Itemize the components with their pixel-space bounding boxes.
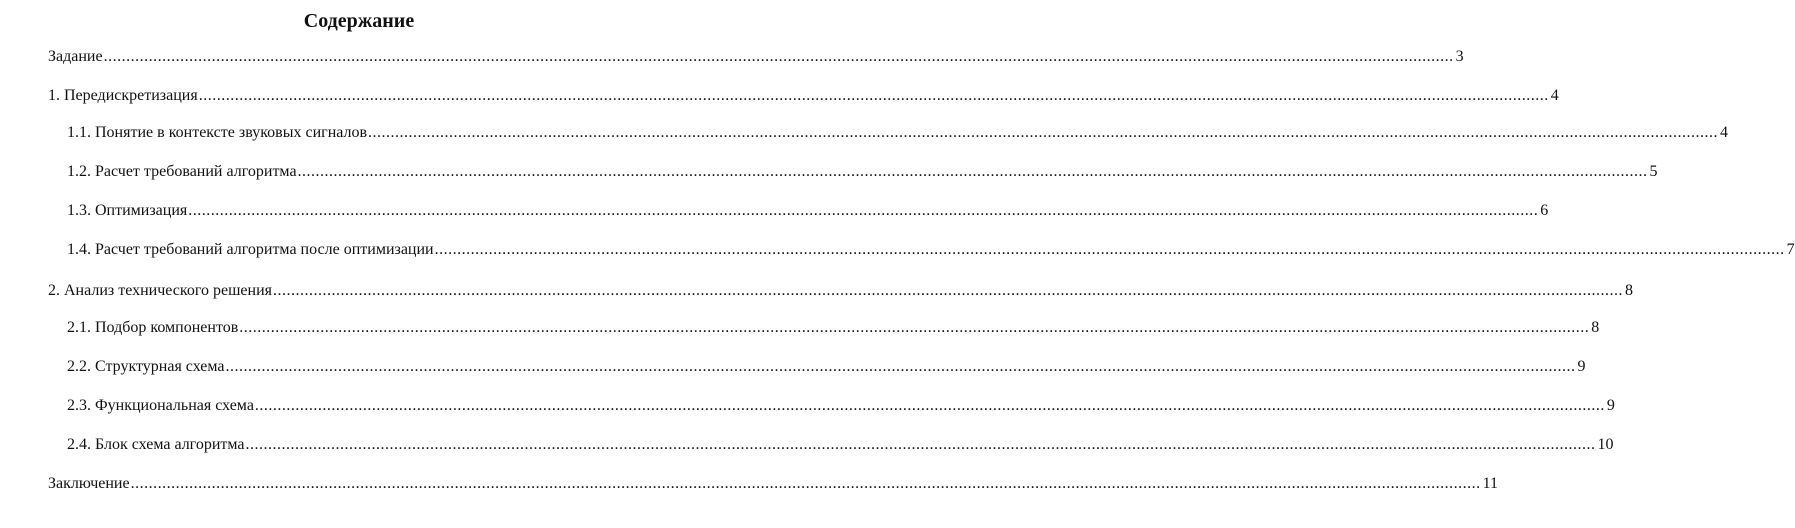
toc-entry-1-3[interactable] — [67, 200, 1549, 222]
toc-page-number: 8 — [1625, 282, 1634, 299]
toc-entry-label: 2.3. Функциональная схема — [67, 397, 254, 414]
toc-entry-label: 1. Передискретизация — [48, 87, 198, 104]
toc-page-number: 3 — [1455, 48, 1464, 65]
toc-page-number: 10 — [1597, 436, 1614, 453]
toc-entry-label: 2.4. Блок схема алгоритма — [67, 436, 245, 453]
toc-dot-leader: ............................................................................................................................................................................................................................................................................................................ — [273, 282, 1624, 299]
toc-dot-leader: ............................................................................................................................................................................................................................................................................................................ — [297, 163, 1648, 180]
toc-dot-leader: ............................................................................................................................................................................................................................................................................................................ — [245, 436, 1596, 453]
toc-dot-leader: ............................................................................................................................................................................................................................................................................................................ — [225, 358, 1576, 375]
toc-page-number: 5 — [1649, 163, 1658, 180]
toc-entry-label: Задание — [48, 48, 103, 65]
toc-entry-label: Заключение — [48, 475, 130, 492]
toc-entry-label: 1.2. Расчет требований алгоритма — [67, 163, 297, 180]
toc-page-number: 4 — [1720, 124, 1729, 141]
toc-page-number: 8 — [1591, 319, 1600, 336]
toc-page-number: 6 — [1540, 202, 1549, 219]
toc-page-number: 9 — [1577, 358, 1586, 375]
toc-dot-leader: ............................................................................................................................................................................................................................................................................................................ — [254, 397, 1605, 414]
toc-entry-label: 1.3. Оптимизация — [67, 202, 188, 219]
toc-entry-2-2[interactable] — [67, 356, 1586, 378]
toc-entry-label: 2.2. Структурная схема — [67, 358, 225, 375]
toc-entry-2-3[interactable] — [67, 395, 1615, 417]
toc-page-number: 11 — [1482, 475, 1498, 492]
toc-entry-2-1[interactable] — [67, 317, 1600, 339]
toc-entry-resampling[interactable] — [48, 85, 1559, 107]
toc-entry-label: 1.4. Расчет требований алгоритма после оптимизации — [67, 241, 434, 258]
toc-page-number: 4 — [1550, 87, 1559, 104]
toc-entry-assignment[interactable] — [48, 46, 1464, 68]
toc-dot-leader: ............................................................................................................................................................................................................................................................................................................ — [434, 241, 1785, 258]
toc-entry-2-4[interactable] — [67, 434, 1614, 456]
toc-dot-leader: ............................................................................................................................................................................................................................................................................................................ — [198, 87, 1549, 104]
toc-title: Содержание — [303, 10, 415, 32]
toc-entry-technical-analysis[interactable] — [48, 280, 1634, 302]
toc-dot-leader: ............................................................................................................................................................................................................................................................................................................ — [103, 48, 1454, 65]
toc-dot-leader: ............................................................................................................................................................................................................................................................................................................ — [368, 124, 1719, 141]
toc-entry-label: 2. Анализ технического решения — [48, 282, 273, 299]
toc-page-number: 7 — [1786, 241, 1795, 258]
toc-dot-leader: ............................................................................................................................................................................................................................................................................................................ — [188, 202, 1539, 219]
toc-entry-1-2[interactable] — [67, 161, 1658, 183]
toc-entry-1-1[interactable] — [67, 122, 1729, 144]
toc-page-number: 9 — [1606, 397, 1615, 414]
toc-entry-label: 2.1. Подбор компонентов — [67, 319, 239, 336]
toc-dot-leader: ............................................................................................................................................................................................................................................................................................................ — [239, 319, 1590, 336]
toc-entry-1-4[interactable] — [67, 239, 1795, 261]
toc-entry-conclusion[interactable] — [48, 473, 1498, 495]
toc-entry-label: 1.1. Понятие в контексте звуковых сигналов — [67, 124, 368, 141]
toc-dot-leader: ............................................................................................................................................................................................................................................................................................................ — [130, 475, 1481, 492]
